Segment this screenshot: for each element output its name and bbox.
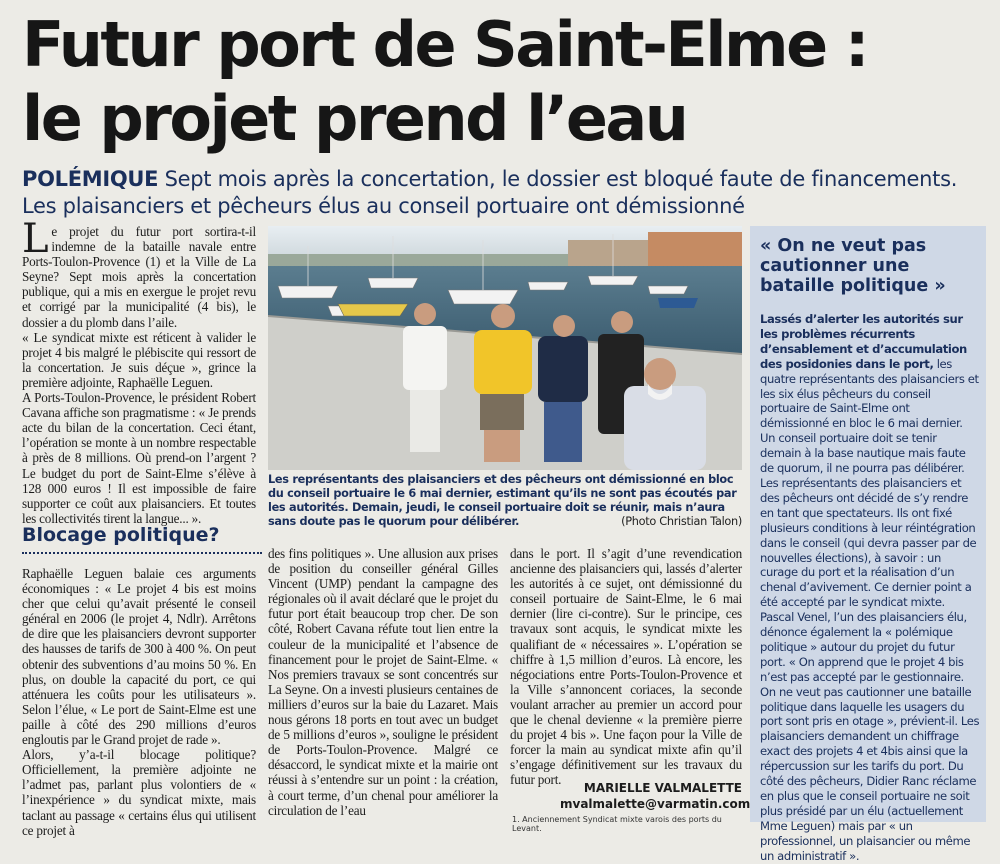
standfirst-text: Sept mois après la concertation, le dossier est bloqué faute de financements. Les plaisanciers et pêcheurs élus au conseil portuaire ont démissionné: [22, 167, 958, 218]
paragraph: e projet du futur port sortira-t-il indemne de la bataille navale entre Ports-Toulon-Provence (1) et la Ville de La Seyne? Sept mois après la concertation publique, qui a mis en exergue le projet revu et corrigé par la municipalité (4 bis), le dossier a du plomb dans l’aile.: [22, 224, 256, 330]
headline-line-1: Futur port de Saint-Elme :: [22, 8, 868, 81]
sidebar-title: « On ne veut pas cautionner une bataille politique »: [760, 236, 946, 296]
paragraph: A Ports-Toulon-Provence, le président Robert Cavana affiche son pragmatisme : « Je prends acte du bilan de la concertation. Ceci étant, l’opération se monte à un nombre respectable à près de 8 millions. Où prend-on l’argent ? Le budget du port de Saint-Elme s’élève à 128 000 euros ! Il est impossible de faire supporter ce coût aux plaisanciers. Et toutes les collectivités tirent la langue... ».: [22, 390, 256, 526]
sidebar-lead: Lassés d’alerter les autorités sur les problèmes récurrents d’ensablement et d’accumulation des posidonies dans le port,: [760, 312, 967, 371]
caption-text: Les représentants des plaisanciers et des pêcheurs ont démissionné en bloc du conseil portuaire le 6 mai dernier, estimant qu’ils ne sont pas écoutés par les autorités. Demain, jeudi, le conseil portuaire doit se réunir, mais n’aura sans doute pas le quorum pour délibérer.: [268, 473, 737, 528]
headline-line-2: le projet prend l’eau: [22, 82, 687, 155]
footnote: 1. Anciennement Syndicat mixte varois des ports du Levant.: [512, 815, 722, 833]
subheading: Blocage politique?: [22, 524, 262, 554]
article-column-2: [268, 546, 498, 818]
photo-credit: (Photo Christian Talon): [621, 515, 742, 528]
paragraph: dans le port. Il s’agit d’une revendication ancienne des plaisanciers qui, lassés d’alerter les autorités à ce sujet, ont démissionné du conseil portuaire de Saint-Elme, le 6 mai dernier (lire ci-contre). Sur le principe, ces travaux sont acquis, le syndicat mixte les qualifiant de « nécessaires ». L’opération se chiffre à 1,5 million d’euros. Là encore, les négociations entre Ports-Toulon-Provence et la Ville s’annoncent coriaces, la seconde voulant arracher au premier un accord pour que le chenal devienne « la première pierre du projet 4 bis ». Une façon pour la Ville de forcer la main au syndicat mixte afin qu’il s’engage définitivement sur les travaux du futur port.: [510, 546, 742, 788]
standfirst: [22, 166, 992, 220]
paragraph: Raphaëlle Leguen balaie ces arguments économiques : « Le projet 4 bis est moins cher que celui qu’avait présenté le conseil général en 2006 (le projet 4, Ndlr). Arrêtons de dire que les plaisanciers devront supporter des hausses de tarifs de 300 à 400 %. On peut obtenir des subventions d’au moins 50 %. En plus, on double la capacité du port, ce qui atténuera les coûts pour les utilisateurs ». Selon l’élue, « Le port de Saint-Elme est une paille à côté des 290 millions d’euros engloutis par le Grand projet de rade ».: [22, 566, 256, 748]
article-column-1: [22, 216, 256, 526]
sidebar-body: les quatre représentants des plaisanciers et les six élus pêcheurs du conseil portuaire de Saint-Elme ont démissionné en bloc le 6 mai dernier. Un conseil portuaire doit se tenir demain à la base nautique mais faute de quorum, il ne pourra pas délibérer. Les représentants des plaisanciers et des pêcheurs ont décidé de s’y rendre en tant que spectateurs. Ils ont fixé plusieurs conditions à leur réintégration dans le conseil (qui devra passer par de nouvelles élections), à savoir : un curage du port et la réalisation d’un chenal d’avivement. Ce dernier point a été accepté par le syndicat mixte. Pascal Venel, l’un des plaisanciers élu, dénonce également la « polémique politique » autour du projet du futur port. « On apprend que le projet 4 bis n’est pas accepté par le gestionnaire. On ne veut pas cautionner une bataille politique dans laquelle les usagers du port sont pris en otage », prévient-il. Les plaisanciers demandent un chiffrage exact des projets 4 et 4bis ainsi que la répercussion sur les tarifs du port. Du côté des pêcheurs, Didier Ranc réclame en plus que le conseil portuaire ne soit plus présidé par un élu (actuellement Mme Leguen) mais par « un professionnel, un plaisancier ou même un administratif ».: [760, 356, 980, 863]
article-column-1-continued: [22, 566, 256, 838]
harbor-photo: [268, 226, 742, 470]
sidebar-text: [760, 312, 980, 864]
kicker: POLÉMIQUE: [22, 167, 159, 191]
drop-cap: L: [22, 216, 49, 262]
author-signature: [560, 780, 751, 812]
headline: [22, 8, 982, 156]
paragraph: « Le syndicat mixte est réticent à valider le projet 4 bis malgré le plébiscite qui ressort de la concertation. Je suis déçue », grince la première adjointe, Raphaëlle Leguen.: [22, 329, 256, 390]
author-email[interactable]: mvalmalette@varmatin.com: [560, 797, 751, 811]
paragraph: Alors, y’a-t-il blocage politique? Officiellement, la première adjointe ne l’admet pas, parlant plus volontiers de « l’inexpérience » du syndicat mixte, mais taclant au passage « certains élus qui utilisent ce projet à: [22, 747, 256, 838]
author-name: MARIELLE VALMALETTE: [583, 781, 742, 795]
paragraph: des fins politiques ». Une allusion aux prises de position du conseiller général Gilles Vincent (UMP) pendant la campagne des régionales où il avait déclaré que le projet du futur port était beaucoup trop cher. De son côté, Robert Cavana réfute tout lien entre la couleur de la municipalité et l’absence de financement pour le projet de Saint-Elme. « Nos premiers travaux se sont concentrés sur La Seyne. On a investi plusieurs centaines de milliers d’euros sur la baie du Lazaret. Mais nous gérons 18 ports en tout avec un budget de 5 millions d’euros », souligne le président de Ports-Toulon-Provence. Malgré ce désaccord, le syndicat mixte et la mairie ont réussi à s’entendre sur un point : la création, à court terme, d’un chenal pour améliorer la circulation de l’eau: [268, 546, 498, 818]
article-column-3: [510, 546, 742, 788]
article-photo: [268, 226, 742, 470]
photo-caption: [268, 473, 742, 529]
